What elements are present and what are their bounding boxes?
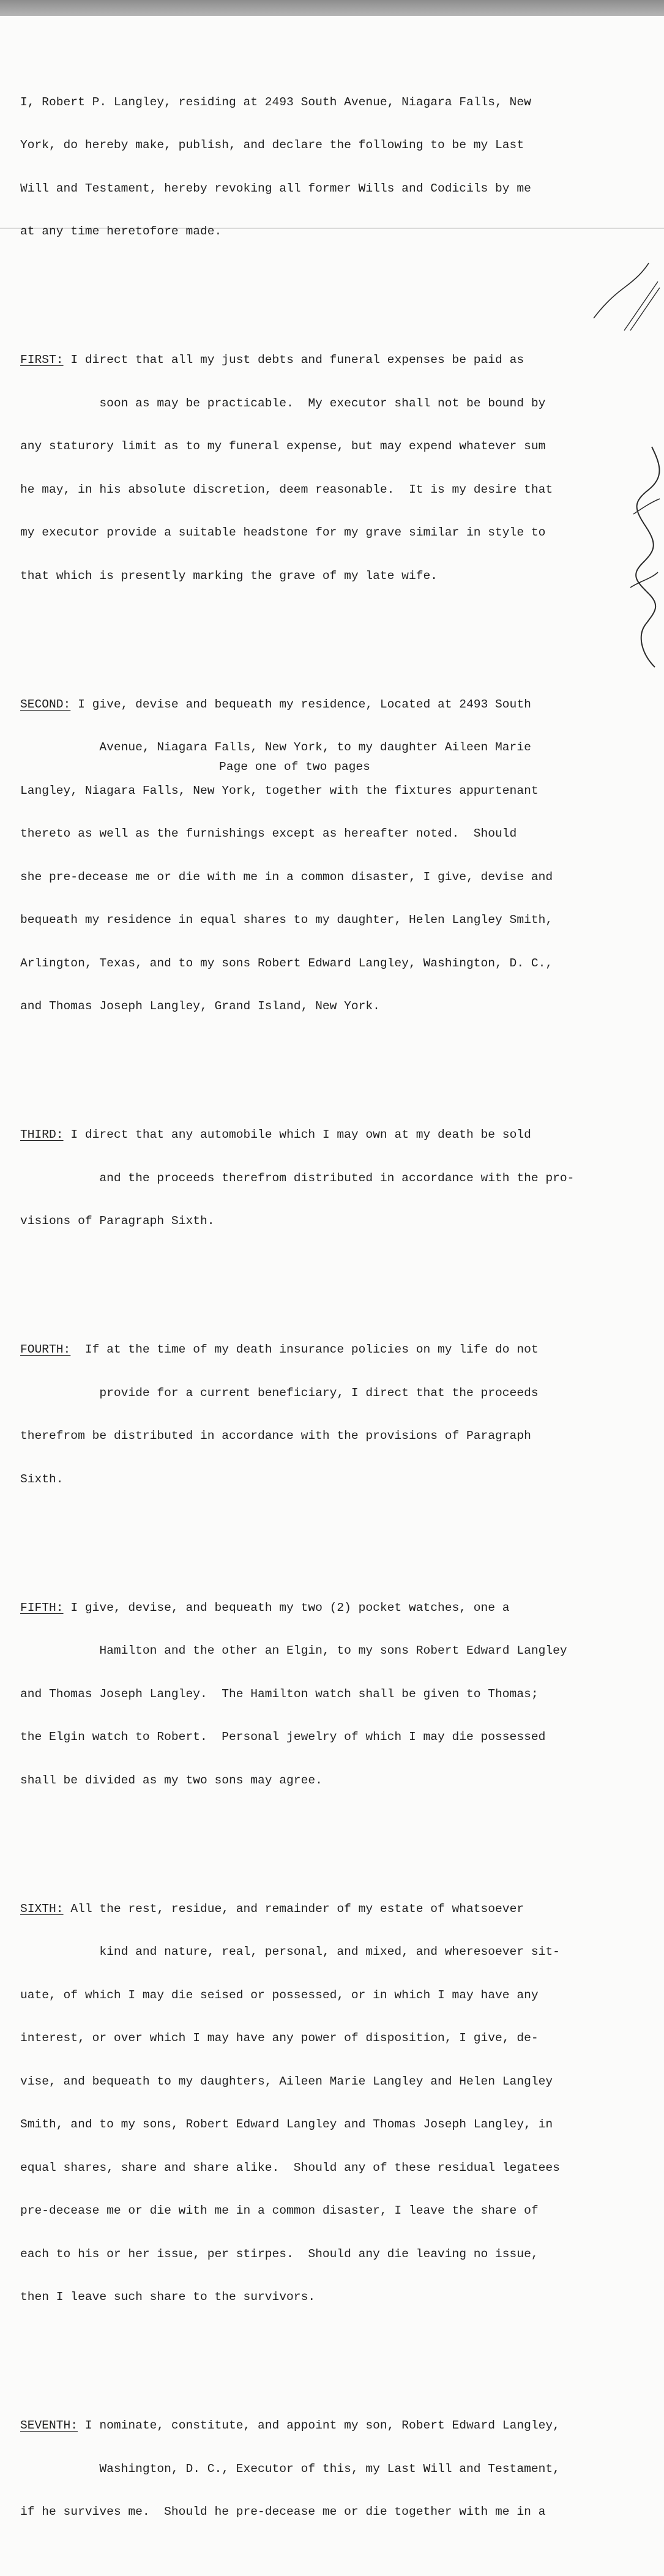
text-line: equal shares, share and share alike. Should any of these residual legatees	[20, 2160, 560, 2175]
text-line: therefrom be distributed in accordance with the provisions of Paragraph	[20, 1429, 531, 1443]
text-line: thereto as well as the furnishings except as hereafter noted. Should	[20, 827, 517, 840]
text-line: If at the time of my death insurance policies on my life do not	[70, 1343, 539, 1356]
paragraph-third	[20, 1099, 599, 1258]
paragraph-heading: FOURTH:	[20, 1343, 71, 1356]
text-line: I direct that any automobile which I may own at my death be sold	[63, 1128, 531, 1141]
text-line: I, Robert P. Langley, residing at 2493 South Avenue, Niagara Falls, New	[20, 95, 531, 109]
text-line: and Thomas Joseph Langley. The Hamilton watch shall be given to Thomas;	[20, 1687, 539, 1701]
paragraph-heading: FIRST:	[20, 353, 64, 367]
text-line: she pre-decease me or die with me in a common disaster, I give, devise and	[20, 870, 553, 884]
paragraph-sixth	[20, 1873, 599, 2334]
text-line: provide for a current beneficiary, I direct that the proceeds	[20, 1386, 539, 1400]
text-line: interest, or over which I may have any power of disposition, I give, de-	[20, 2031, 539, 2045]
text-line: I give, devise, and bequeath my two (2) pocket watches, one a	[63, 1600, 510, 1615]
text-line: Hamilton and the other an Elgin, to my sons Robert Edward Langley	[20, 1644, 567, 1657]
text-line: All the rest, residue, and remainder of my estate of whatsoever	[63, 1902, 524, 1916]
text-line: pre-decease me or die with me in a common disaster, I leave the share of	[20, 2204, 539, 2217]
paragraph-heading: SIXTH:	[20, 1902, 64, 1916]
text-line: my executor provide a suitable headstone for my grave similar in style to	[20, 526, 546, 539]
text-line: visions of Paragraph Sixth.	[20, 1214, 215, 1228]
text-line: any staturory limit as to my funeral expense, but may expend whatever sum	[20, 439, 546, 453]
paragraph-fourth	[20, 1314, 599, 1515]
text-line: soon as may be practicable. My executor shall not be bound by	[20, 396, 546, 410]
text-line: if he survives me. Should he pre-decease me or die together with me in a	[20, 2505, 546, 2518]
text-line: he may, in his absolute discretion, deem reasonable. It is my desire that	[20, 482, 553, 496]
page-footer: Page one of two pages	[219, 760, 370, 774]
text-line: then I leave such share to the survivors.	[20, 2290, 316, 2304]
text-line: York, do hereby make, publish, and declare the following to be my Last	[20, 138, 524, 152]
paragraph-seventh	[20, 2390, 599, 2548]
text-line: Sixth.	[20, 1472, 64, 1486]
text-line: I direct that all my just debts and funeral expenses be paid as	[63, 353, 524, 367]
paragraph-heading: THIRD:	[20, 1128, 64, 1141]
scan-top-edge	[0, 0, 664, 16]
handwritten-signature	[618, 441, 664, 673]
text-line: I nominate, constitute, and appoint my son, Robert Edward Langley,	[78, 2419, 560, 2432]
text-line: Smith, and to my sons, Robert Edward Langley and Thomas Joseph Langley, in	[20, 2118, 553, 2131]
text-line: at any time heretofore made.	[20, 225, 222, 238]
paragraph-heading: FIFTH:	[20, 1600, 64, 1615]
text-line: kind and nature, real, personal, and mixed, and wheresoever sit-	[20, 1945, 560, 1958]
paragraph-heading: SECOND:	[20, 697, 71, 711]
text-line: the Elgin watch to Robert. Personal jewelry of which I may die possessed	[20, 1730, 546, 1744]
text-line: bequeath my residence in equal shares to my daughter, Helen Langley Smith,	[20, 913, 553, 927]
text-line: shall be divided as my two sons may agree.	[20, 1773, 323, 1787]
text-line: Arlington, Texas, and to my sons Robert Edward Langley, Washington, D. C.,	[20, 956, 553, 970]
text-line: each to his or her issue, per stirpes. Should any die leaving no issue,	[20, 2247, 539, 2261]
text-line: I give, devise and bequeath my residence, Located at 2493 South	[70, 697, 531, 711]
text-line: and Thomas Joseph Langley, Grand Island, New York.	[20, 999, 380, 1013]
paragraph-heading: SEVENTH:	[20, 2419, 78, 2432]
text-line: Langley, Niagara Falls, New York, together with the fixtures appurtenant	[20, 783, 539, 797]
text-line: vise, and bequeath to my daughters, Aileen Marie Langley and Helen Langley	[20, 2074, 553, 2088]
text-line: that which is presently marking the grave of my late wife.	[20, 569, 438, 583]
will-page	[20, 23, 599, 2576]
text-line: Will and Testament, hereby revoking all former Wills and Codicils by me	[20, 181, 531, 195]
text-line: Washington, D. C., Executor of this, my Last Will and Testament,	[20, 2462, 560, 2476]
paragraph-second	[20, 669, 599, 1043]
paragraph-first	[20, 324, 599, 612]
intro-paragraph	[20, 67, 599, 268]
text-line: Avenue, Niagara Falls, New York, to my daughter Aileen Marie	[20, 741, 531, 754]
text-line: uate, of which I may die seised or possessed, or in which I may have any	[20, 1988, 539, 2002]
handwritten-margin-note	[588, 245, 661, 337]
paragraph-fifth	[20, 1572, 599, 1817]
text-line: and the proceeds therefrom distributed in accordance with the pro-	[20, 1171, 575, 1185]
